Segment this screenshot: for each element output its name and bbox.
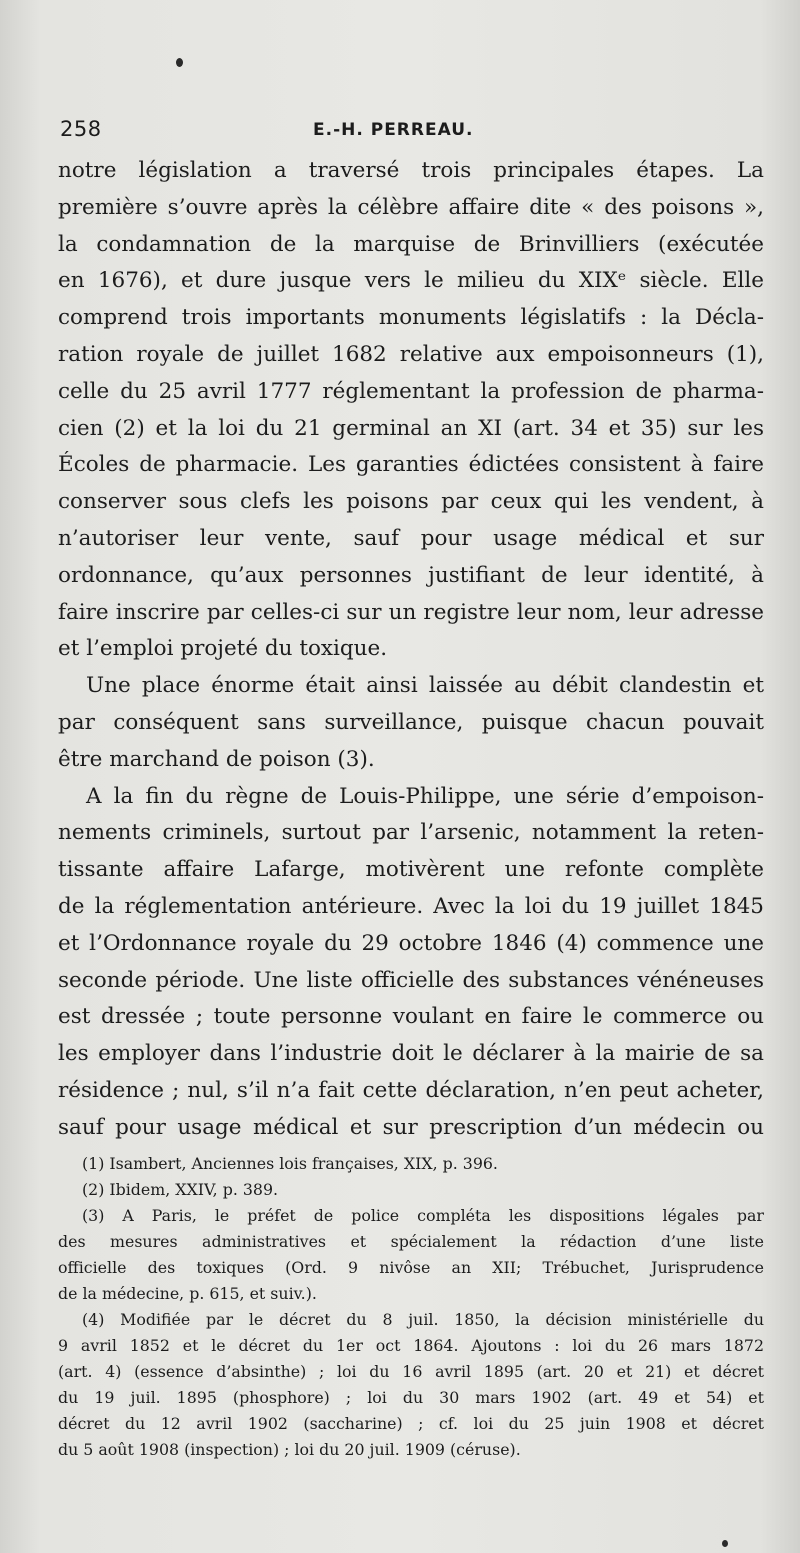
footnote-line: officielle des toxiques (Ord. 9 nivôse an XII; Trébuchet, Jurisprudence	[58, 1258, 764, 1277]
body-line: résidence ; nul, s’il n’a fait cette déclaration, n’en peut acheter,	[58, 1077, 764, 1103]
body-line: faire inscrire par celles-ci sur un registre leur nom, leur adresse	[58, 599, 764, 625]
footnote-line: (2) Ibidem, XXIV, p. 389.	[82, 1180, 279, 1199]
footnote-line: (4) Modifiée par le décret du 8 juil. 1850, la décision ministérielle du	[82, 1310, 764, 1329]
footnote-line: du 5 août 1908 (inspection) ; loi du 20 juil. 1909 (céruse).	[58, 1440, 521, 1459]
body-line: nements criminels, surtout par l’arsenic, notamment la reten-	[58, 820, 764, 846]
body-line: être marchand de poison (3).	[58, 746, 375, 772]
body-line: A la fin du règne de Louis-Philippe, une série d’empoison-	[86, 783, 764, 809]
body-line: seconde période. Une liste officielle des substances vénéneuses	[58, 967, 764, 993]
body-text	[58, 153, 764, 1147]
body-line: Une place énorme était ainsi laissée au débit clandestin et	[86, 673, 764, 699]
body-line: ordonnance, qu’aux personnes justifiant de leur identité, à	[58, 562, 764, 588]
body-line: Écoles de pharmacie. Les garanties édictées consistent à faire	[58, 452, 764, 478]
footnote-line: de la médecine, p. 615, et suiv.).	[58, 1284, 317, 1303]
running-head: E.-H. PERREAU.	[313, 120, 474, 140]
footnote-line: des mesures administratives et spécialement la rédaction d’une liste	[58, 1232, 764, 1251]
body-line: de la réglementation antérieure. Avec la loi du 19 juillet 1845	[58, 893, 764, 919]
body-line: tissante affaire Lafarge, motivèrent une refonte complète	[58, 857, 764, 883]
ink-speck	[176, 58, 183, 67]
body-line: cien (2) et la loi du 21 germinal an XI (art. 34 et 35) sur les	[58, 415, 764, 441]
body-line: sauf pour usage médical et sur prescription d’un médecin ou	[58, 1114, 764, 1140]
footnotes	[58, 1151, 764, 1463]
body-line: première s’ouvre après la célèbre affaire dite « des poisons »,	[58, 194, 764, 220]
footnote-line: (art. 4) (essence d’absinthe) ; loi du 16 avril 1895 (art. 20 et 21) et décret	[58, 1362, 764, 1381]
body-line: et l’Ordonnance royale du 29 octobre 1846 (4) commence une	[58, 930, 764, 956]
footnote-line: (3) A Paris, le préfet de police compléta les dispositions légales par	[82, 1206, 764, 1225]
body-line: celle du 25 avril 1777 réglementant la profession de pharma-	[58, 378, 764, 404]
body-line: n’autoriser leur vente, sauf pour usage médical et sur	[58, 525, 764, 551]
footnote-line: du 19 juil. 1895 (phosphore) ; loi du 30 mars 1902 (art. 49 et 54) et	[58, 1388, 764, 1407]
body-line: est dressée ; toute personne voulant en faire le commerce ou	[58, 1004, 764, 1030]
body-line: ration royale de juillet 1682 relative aux empoisonneurs (1),	[58, 341, 764, 367]
body-line: comprend trois importants monuments législatifs : la Décla-	[58, 305, 764, 331]
footnote-line: (1) Isambert, Anciennes lois françaises, XIX, p. 396.	[82, 1154, 498, 1173]
page-header	[60, 117, 760, 147]
body-line: en 1676), et dure jusque vers le milieu du XIXᵉ siècle. Elle	[58, 268, 764, 294]
body-line: et l’emploi projeté du toxique.	[58, 636, 388, 662]
body-line: par conséquent sans surveillance, puisque chacun pouvait	[58, 709, 764, 735]
page-number: 258	[60, 117, 102, 141]
footnote-line: décret du 12 avril 1902 (saccharine) ; cf. loi du 25 juin 1908 et décret	[58, 1414, 764, 1433]
body-line: la condamnation de la marquise de Brinvilliers (exécutée	[58, 231, 764, 257]
footnote-line: 9 avril 1852 et le décret du 1er oct 1864. Ajoutons : loi du 26 mars 1872	[58, 1336, 764, 1355]
ink-speck	[722, 1540, 728, 1547]
body-line: les employer dans l’industrie doit le déclarer à la mairie de sa	[58, 1041, 764, 1067]
body-line: notre législation a traversé trois principales étapes. La	[58, 158, 764, 183]
body-line: conserver sous clefs les poisons par ceux qui les vendent, à	[58, 489, 764, 515]
